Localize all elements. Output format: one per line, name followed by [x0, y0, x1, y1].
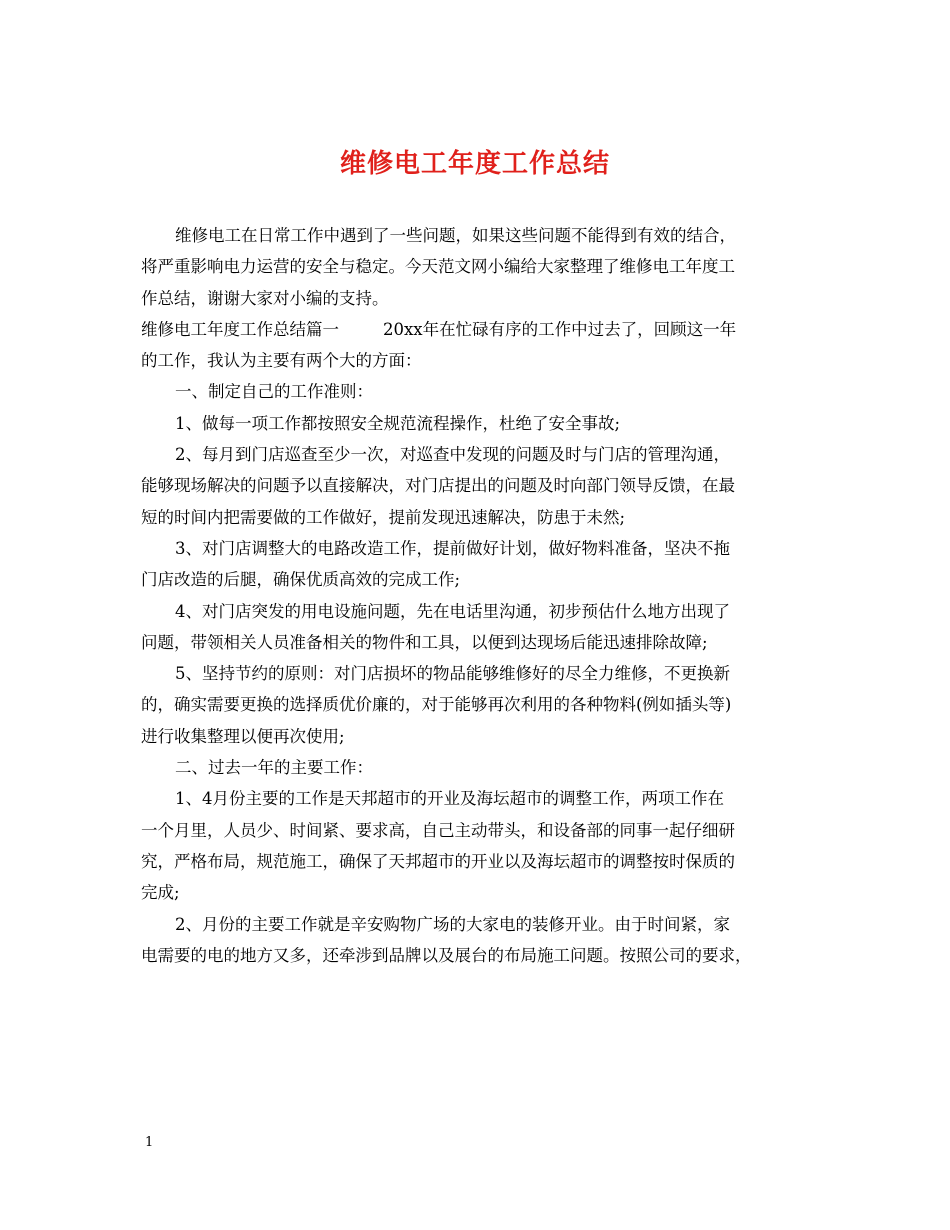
paragraph-line: 进行收集整理以便再次使用;: [141, 726, 345, 746]
paragraph-line: 1、4月份主要的工作是天邦超市的开业及海坛超市的调整工作，两项工作在: [175, 789, 724, 809]
paragraph-line: 究，严格布局，规范施工，确保了天邦超市的开业以及海坛超市的调整按时保质的: [141, 851, 735, 871]
paragraph-line: 的，确实需要更换的选择质优价廉的，对于能够再次利用的各种物料(例如插头等): [141, 695, 732, 715]
subheading-line: 一、制定自己的工作准则：: [175, 382, 373, 402]
document-body: [141, 220, 821, 971]
paragraph-line: 1、做每一项工作都按照安全规范流程操作，杜绝了安全事故;: [175, 413, 621, 433]
paragraph-line: 完成;: [141, 883, 180, 903]
document-title: 维修电工年度工作总结: [339, 149, 610, 179]
page-number: 1: [145, 1135, 154, 1150]
section-heading-line: [141, 314, 821, 345]
paragraph-line: 3、对门店调整大的电路改造工作，提前做好计划，做好物料准备，坚决不拖: [175, 538, 730, 558]
paragraph-line: 4、对门店突发的用电设施问题，先在电话里沟通，初步预估什么地方出现了: [175, 601, 730, 621]
paragraph-line: 维修电工在日常工作中遇到了一些问题，如果这些问题不能得到有效的结合，: [175, 226, 736, 245]
paragraph-line: 2、月份的主要工作就是辛安购物广场的大家电的装修开业。由于时间紧，家: [175, 914, 730, 934]
paragraph-line: 2、每月到门店巡查至少一次，对巡查中发现的问题及时与门店的管理沟通，: [175, 445, 730, 465]
paragraph-text: 20xx年在忙碌有序的工作中过去了，回顾这一年: [383, 319, 737, 339]
paragraph-line: 电需要的电的地方又多，还牵涉到品牌以及展台的布局施工问题。按照公司的要求，: [141, 945, 752, 965]
paragraph-line: 问题，带领相关人员准备相关的物件和工具，以便到达现场后能迅速排除故障;: [141, 632, 708, 652]
paragraph-line: 将严重影响电力运营的安全与稳定。今天范文网小编给大家整理了维修电工年度工: [141, 257, 735, 277]
paragraph-line: 一个月里，人员少、时间紧、要求高，自己主动带头，和设备部的同事一起仔细研: [141, 820, 735, 840]
paragraph-line: 短的时间内把需要做的工作做好，提前发现迅速解决，防患于未然;: [141, 507, 626, 527]
paragraph-line: 作总结，谢谢大家对小编的支持。: [141, 288, 389, 308]
paragraph-line: 门店改造的后腿，确保优质高效的完成工作;: [141, 570, 461, 590]
section-heading: 维修电工年度工作总结篇一: [141, 319, 339, 339]
paragraph-line: 能够现场解决的问题予以直接解决，对门店提出的问题及时向部门领导反馈，在最: [141, 476, 735, 496]
paragraph-line: 5、坚持节约的原则：对门店损坏的物品能够维修好的尽全力维修，不更换新: [175, 664, 730, 684]
paragraph-line: 的工作，我认为主要有两个大的方面：: [141, 351, 422, 371]
subheading-line: 二、过去一年的主要工作：: [175, 758, 373, 778]
